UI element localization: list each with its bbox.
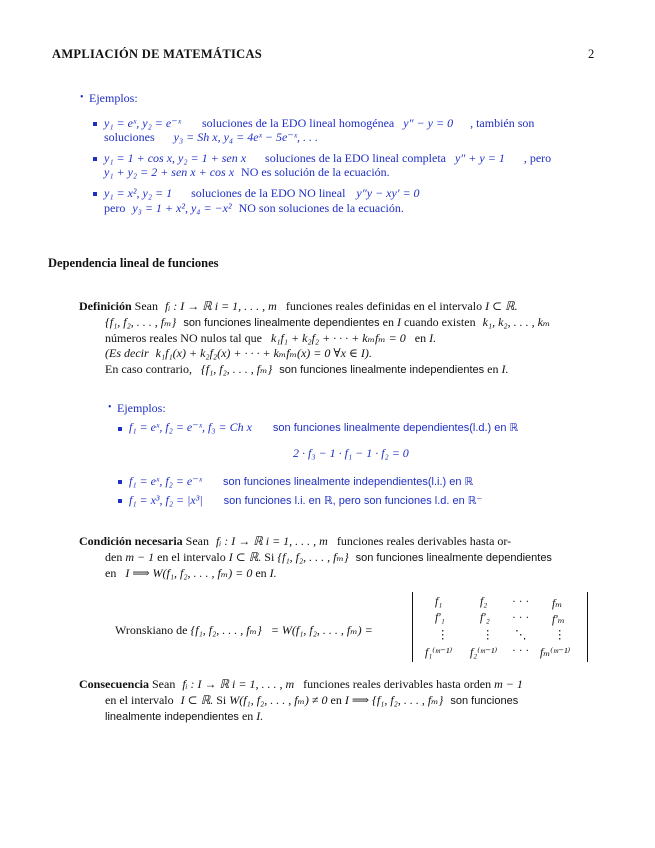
definition-line — [105, 315, 550, 330]
math-expression: y₃ = Sh x, y₄ = 4eˣ − 5e⁻ˣ, . . . — [173, 130, 319, 144]
math-expression: = W(f₁, f₂, . . . , fₘ) = — [270, 623, 373, 637]
example-text: son funciones linealmente independientes(l.i.) en ℝ — [222, 476, 474, 488]
math-expression: k₁f₁ + k₂f₂ + · · · + kₘfₘ = 0 — [270, 331, 406, 345]
example-text: soluciones de la EDO lineal homogénea — [201, 116, 395, 130]
text: en — [330, 693, 342, 707]
wronskian-determinant — [412, 592, 588, 662]
math-expression: fᵢ : I → ℝ i = 1, . . . , m — [182, 677, 295, 691]
term-independent: son funciones — [450, 695, 519, 707]
math-expression: I ⊂ ℝ. — [485, 299, 518, 313]
det-cell: ⋮ — [437, 629, 449, 641]
example-line — [104, 116, 534, 130]
example-equation — [293, 446, 409, 460]
det-cell: f₂ — [480, 596, 488, 608]
condition-label: Condición necesaria — [79, 534, 183, 548]
det-cell: f′₁ — [435, 612, 445, 624]
example-text: NO es solución de la ecuación. — [241, 165, 390, 179]
term-dependent: son funciones linealmente dependientes — [183, 317, 380, 329]
bullet-square — [118, 499, 122, 503]
text: en — [105, 566, 117, 580]
math-expression: y″ + y = 1 — [454, 151, 505, 165]
condition-line — [79, 534, 511, 548]
example-text: NO son soluciones de la ecuación. — [238, 201, 404, 215]
math-expression: f₁ = eˣ, f₂ = e⁻ˣ, f₃ = Ch x — [129, 420, 252, 434]
det-cell: f₁⁽ᵐ⁻¹⁾ — [425, 647, 453, 659]
math-expression: 2 · f₃ − 1 · f₁ − 1 · f₂ = 0 — [293, 446, 409, 460]
example-text: soluciones de la EDO lineal completa — [265, 151, 446, 165]
example-line — [129, 420, 518, 435]
example-text: soluciones — [104, 130, 155, 144]
condition-line — [105, 566, 277, 580]
definition-line — [105, 362, 508, 377]
det-cell: · · · — [512, 596, 530, 608]
wronskian-label: Wronskiano de — [115, 623, 188, 637]
running-header-title: AMPLIACIÓN DE MATEMÁTICAS — [52, 47, 263, 61]
math-expression: {f₁, f₂, . . . , fₘ} — [277, 550, 349, 564]
bullet-square — [93, 192, 97, 196]
example-text: , también son — [470, 116, 535, 130]
math-expression: I. — [429, 331, 437, 345]
bullet-square — [118, 480, 122, 484]
bullet-square — [93, 157, 97, 161]
text: en — [241, 709, 254, 723]
math-expression: fᵢ : I → ℝ i = 1, . . . , m — [165, 299, 277, 313]
math-expression: I ⊂ ℝ. — [180, 693, 214, 707]
definition-line — [79, 299, 518, 313]
text: en — [414, 331, 427, 345]
math-expression: f₁ = x³, f₂ = |x³| — [129, 493, 203, 507]
text: en el intervalo — [157, 550, 226, 564]
text: funciones reales definidas en el intervalo — [285, 299, 483, 313]
term-dependent: son funciones linealmente dependientes — [355, 552, 552, 564]
term-independent: son funciones linealmente independientes — [279, 364, 485, 376]
example-line — [104, 165, 390, 179]
det-cell: · · · — [512, 612, 530, 624]
example-line — [104, 151, 551, 165]
consequence-line — [79, 677, 523, 691]
math-expression: {f₁, f₂, . . . , fₘ} — [105, 315, 177, 329]
example-line — [104, 130, 318, 144]
math-expression: I. — [501, 362, 509, 376]
det-cell: · · · — [512, 645, 530, 657]
wronskian-label-line — [115, 623, 373, 637]
consequence-line — [105, 709, 263, 724]
consequence-label: Consecuencia — [79, 677, 149, 691]
math-expression: y₁ + y₂ = 2 + sen x + cos x — [104, 165, 235, 179]
example-text: pero — [104, 201, 126, 215]
math-expression: I. — [256, 709, 264, 723]
section-title: Dependencia lineal de funciones — [48, 256, 219, 270]
math-expression: fᵢ : I → ℝ i = 1, . . . , m — [216, 534, 328, 548]
bullet-square — [93, 122, 97, 126]
math-expression: {f₁, f₂, . . . , fₘ} — [200, 362, 273, 376]
text: números reales NO nulos tal que — [105, 331, 262, 345]
math-expression: y″ − y = 0 — [403, 116, 454, 130]
math-expression: W(f₁, f₂, . . . , fₘ) ≠ 0 — [229, 693, 328, 707]
bullet-dot: • — [80, 92, 84, 103]
consequence-line — [105, 693, 518, 708]
text: En caso contrario, — [105, 362, 192, 376]
text: cuando existen — [403, 315, 476, 329]
math-expression: y″y − xy′ = 0 — [356, 186, 420, 200]
example-line — [104, 186, 420, 200]
term-independent: linealmente independientes — [105, 711, 239, 723]
example-text: , pero — [523, 151, 552, 165]
condition-line — [105, 550, 552, 565]
math-expression: I ⊂ ℝ. — [228, 550, 262, 564]
definition-line — [105, 346, 372, 360]
math-expression: k₁, k₂, . . . , kₘ — [482, 315, 551, 329]
det-cell: ⋮ — [554, 629, 566, 641]
text: Sean — [185, 534, 209, 548]
example-text: son funciones linealmente dependientes(l.d.) en ℝ — [272, 422, 519, 434]
text: funciones reales derivables hasta or- — [336, 534, 512, 548]
math-expression: I ⟹ {f₁, f₂, . . . , fₘ} — [344, 693, 444, 707]
math-expression: y₁ = x², y₂ = 1 — [104, 186, 173, 200]
example-line — [129, 493, 482, 508]
math-expression: k₁f₁(x) + k₂f₂(x) + · · · + kₘfₘ(x) = 0 ∀x ∈ I). — [155, 346, 372, 360]
text: en el intervalo — [105, 693, 174, 707]
math-expression: I. — [269, 566, 277, 580]
det-cell: f₁ — [435, 596, 443, 608]
math-expression: y₁ = eˣ, y₂ = e⁻ˣ — [104, 116, 181, 130]
definition-label: Definición — [79, 299, 132, 313]
bullet-dot: • — [108, 402, 112, 413]
text: Sean — [152, 677, 176, 691]
math-expression: f₁ = eˣ, f₂ = e⁻ˣ — [129, 474, 202, 488]
det-cell: f₂⁽ᵐ⁻¹⁾ — [470, 647, 498, 659]
det-cell: f′₂ — [480, 612, 490, 624]
text: en — [255, 566, 267, 580]
text: Si — [264, 550, 275, 564]
example-line — [129, 474, 473, 489]
det-cell: ⋱ — [515, 629, 527, 641]
text: (Es decir — [105, 346, 149, 360]
text: en — [487, 362, 499, 376]
det-cell: ⋮ — [482, 629, 494, 641]
math-expression: y₃ = 1 + x², y₄ = −x² — [132, 201, 232, 215]
math-expression: m − 1 — [125, 550, 155, 564]
example-line — [104, 201, 404, 215]
example-text: son funciones l.i. en ℝ, pero son funciones l.d. en ℝ⁻ — [223, 495, 483, 507]
math-expression: I — [396, 315, 401, 329]
example-text: soluciones de la EDO NO lineal — [191, 186, 346, 200]
math-expression: {f₁, f₂, . . . , fₘ} — [190, 623, 262, 637]
math-expression: y₁ = 1 + cos x, y₂ = 1 + sen x — [104, 151, 247, 165]
text: funciones reales derivables hasta orden — [303, 677, 492, 691]
det-cell: f′ₘ — [552, 614, 565, 626]
definition-line — [105, 331, 436, 345]
det-cell: fₘ — [552, 598, 563, 610]
text: Sean — [134, 299, 158, 313]
text: en — [382, 315, 394, 329]
text: den — [105, 550, 123, 564]
math-expression: m − 1 — [494, 677, 523, 691]
bullet-square — [118, 427, 122, 431]
det-cell: fₘ⁽ᵐ⁻¹⁾ — [540, 647, 571, 659]
examples-heading: Ejemplos: — [117, 401, 166, 415]
text: Si — [216, 693, 227, 707]
math-expression: I ⟹ W(f₁, f₂, . . . , fₘ) = 0 — [125, 566, 253, 580]
examples-heading: Ejemplos: — [89, 91, 138, 105]
page-number: 2 — [588, 47, 595, 61]
